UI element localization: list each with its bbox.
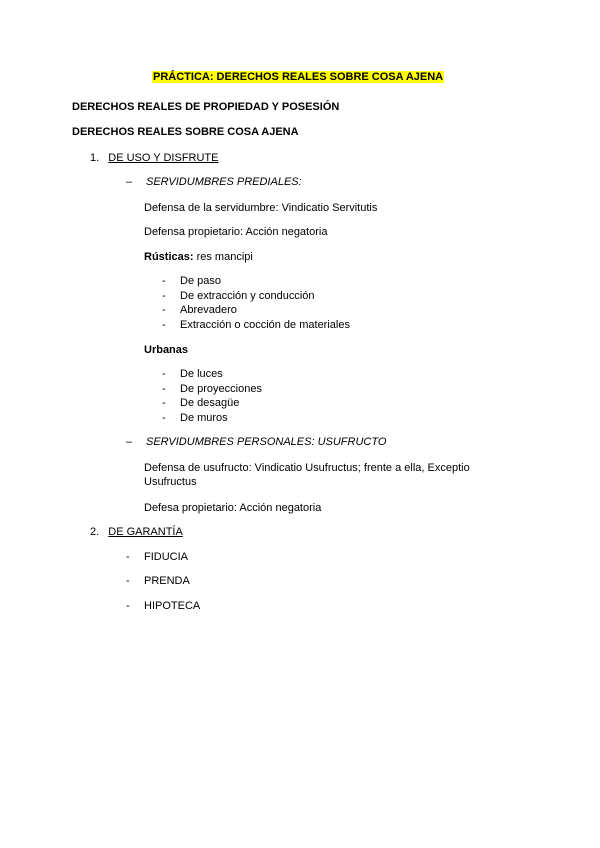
section-2-number: 2.: [90, 526, 100, 538]
defensa-propietario-predial: Defensa propietario: Acción negatoria: [144, 226, 328, 238]
section-2: [90, 526, 183, 538]
rusticas-item: - De paso: [162, 275, 221, 287]
section-1: [90, 152, 218, 164]
garantia-item: - HIPOTECA: [126, 600, 201, 612]
rusticas-item: - Extracción o cocción de materiales: [162, 319, 350, 331]
urbanas-item: - De proyecciones: [162, 383, 262, 395]
dash-marker: –: [126, 436, 133, 448]
garantia-item: - PRENDA: [126, 575, 190, 587]
urbanas-label: Urbanas: [144, 344, 189, 356]
heading-cosa-ajena: DERECHOS REALES SOBRE COSA AJENA: [72, 126, 299, 138]
heading-propiedad-posesion: DERECHOS REALES DE PROPIEDAD Y POSESIÓN: [72, 101, 340, 113]
defensa-servidumbre: Defensa de la servidumbre: Vindicatio Servitutis: [144, 202, 378, 214]
servidumbres-prediales-label: SERVIDUMBRES PREDIALES:: [146, 176, 302, 188]
rusticas-text: res mancipi: [193, 251, 253, 263]
rusticas-line: [144, 250, 253, 264]
rusticas-item: - Abrevadero: [162, 304, 237, 316]
defensa-usufructo: Defensa de usufructo: Vindicatio Usufructus; frente a ella, Exceptio Usufructus: [144, 462, 470, 488]
rusticas-item: - De extracción y conducción: [162, 290, 315, 302]
urbanas-item: - De muros: [162, 412, 228, 424]
section-1-label: DE USO Y DISFRUTE: [108, 152, 219, 164]
servidumbres-personales-label: SERVIDUMBRES PERSONALES: USUFRUCTO: [146, 436, 387, 448]
servidumbres-prediales-heading: [126, 176, 302, 188]
defensa-propietario-personal: Defesa propietario: Acción negatoria: [144, 502, 322, 514]
section-1-number: 1.: [90, 152, 100, 164]
section-2-label: DE GARANTÍA: [108, 526, 183, 538]
document-title: PRÁCTICA: DERECHOS REALES SOBRE COSA AJENA: [153, 71, 444, 83]
servidumbres-personales-heading: [126, 436, 386, 448]
rusticas-label: Rústicas:: [144, 251, 194, 263]
dash-marker: –: [126, 176, 133, 188]
urbanas-item: - De luces: [162, 368, 223, 380]
urbanas-item: - De desagüe: [162, 397, 240, 409]
garantia-item: - FIDUCIA: [126, 551, 188, 563]
